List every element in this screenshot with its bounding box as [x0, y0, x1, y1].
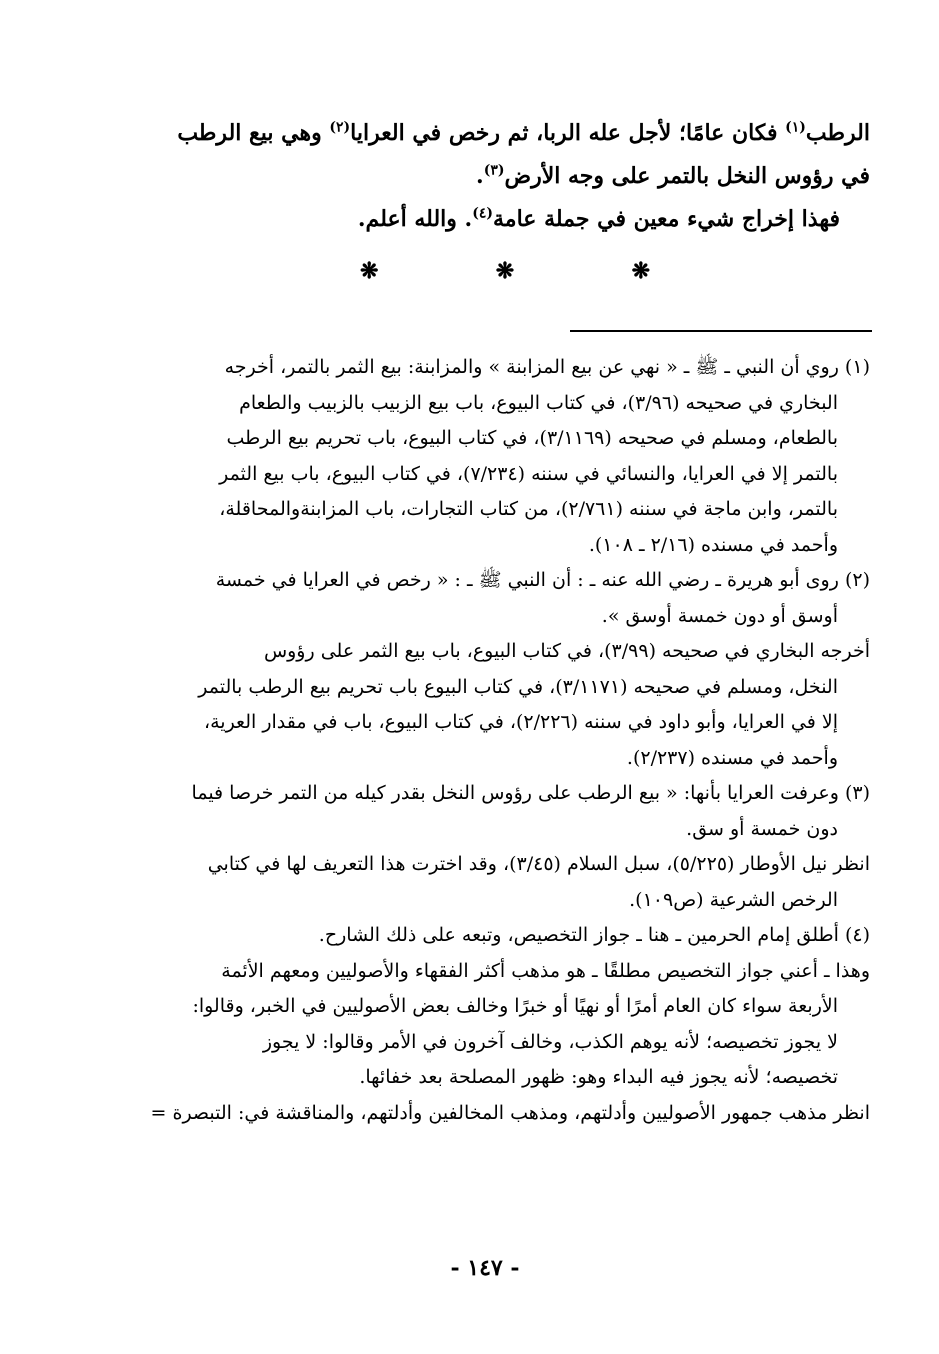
footnote-ref[interactable]: (٢)	[329, 119, 351, 136]
main-line-2	[130, 155, 870, 198]
text-segment: وهي بيع الرطب	[177, 120, 330, 146]
footnote-line: تخصيصه؛ لأنه يجوز فيه البداء وهو: ظهور المصلحة بعد خفائها.	[359, 1066, 838, 1088]
footnote-separator	[570, 330, 872, 332]
footnote-line: لا يجوز تخصيصه؛ لأنه يوهم الكذب، وخالف آخرون في الأمر وقالوا: لا يجوز	[262, 1030, 838, 1053]
footnote-line: (١) روي أن النبي ـ ﷺ ـ « نهي عن بيع المزابنة » والمزابنة: بيع الثمر بالتمر، أخرجه	[224, 356, 870, 378]
footnote-line: أوسق أو دون خمسة أوسق ».	[601, 604, 838, 627]
footnote-line: وأحمد في مسنده (٢/١٦ ـ ١٠٨).	[588, 533, 838, 556]
text-segment: .	[476, 163, 484, 189]
footnote-line: انظر مذهب جمهور الأصوليين وأدلتهم، ومذهب المخالفين وأدلتهم، والمناقشة في: التبصرة =	[150, 1101, 870, 1124]
footnote-line: وهذا ـ أعني جواز التخصيص مطلقًا ـ هو مذهب أكثر الفقهاء والأصوليين ومعهم الأئمة	[221, 959, 870, 982]
text-segment: الرطب	[805, 120, 870, 146]
footnote-line: (٤) أطلق إمام الحرمين ـ هنا ـ جواز التخصيص، وتبعه على ذلك الشارح.	[318, 924, 870, 946]
text-segment: في رؤوس النخل بالتمر على وجه الأرض	[504, 163, 870, 189]
footnotes	[125, 350, 870, 1131]
text-segment: . والله أعلم.	[357, 206, 473, 232]
footnote-line: الأربعة سواء كان العام أمرًا أو نهيًا أو خبرًا وخالف بعض الأصوليين في الخبر، وقالوا:	[192, 995, 838, 1017]
footnote-line: الرخص الشرعية (ص١٠٩).	[629, 888, 838, 911]
footnote-ref[interactable]: (٣)	[483, 162, 505, 179]
star-ornament: ❋	[360, 258, 379, 284]
footnote-line: انظر نيل الأوطار (٥/٢٢٥)، سبل السلام (٣/٤٥)، وقد اخترت هذا التعريف لها في كتابي	[207, 853, 870, 875]
footnote-line: النخل، ومسلم في صحيحه (٣/١١٧١)، في كتاب البيوع باب تحريم بيع الرطب بالتمر	[198, 675, 838, 698]
text-segment: فكان عامًا؛ لأجل عله الربا، ثم رخص في العرايا	[350, 120, 786, 146]
footnote-line: وأحمد في مسنده (٢/٢٣٧).	[626, 746, 838, 769]
main-line-1	[130, 112, 870, 155]
text-segment: فهذا إخراج شيء معين في جملة عامة	[493, 206, 840, 232]
footnote-line: إلا في العرايا، وأبو داود في سننه (٢/٢٢٦)، في كتاب البيوع، باب في مقدار العرية،	[203, 711, 838, 733]
section-divider-stars	[360, 258, 650, 284]
footnote-ref[interactable]: (١)	[785, 119, 806, 136]
footnote-ref[interactable]: (٤)	[472, 205, 493, 222]
footnote-line: البخاري في صحيحه (٣/٩٦)، في كتاب البيوع، باب بيع الزبيب بالزبيب والطعام	[239, 391, 838, 414]
footnote-line: أخرجه البخاري في صحيحه (٣/٩٩)، في كتاب البيوع، باب بيع الثمر على رؤوس	[263, 640, 870, 662]
footnote-line: بالتمر، وابن ماجة في سننه (٢/٧٦١)، من كتاب التجارات، باب المزابنةوالمحاقلة،	[219, 498, 838, 520]
page-number: - ١٤٧ -	[450, 1255, 520, 1281]
main-text	[130, 112, 870, 241]
footnote-line: (٣) وعرفت العرايا بأنها: « بيع الرطب على رؤوس النخل بقدر كيله من التمر خرصا فيما	[191, 782, 870, 804]
footnote-line: بالتمر إلا في العرايا، والنسائي في سننه (٧/٢٣٤)، في كتاب البيوع، باب بيع الثمر	[219, 462, 838, 485]
star-ornament: ❋	[631, 258, 650, 284]
footnote-line: بالطعام، ومسلم في صحيحه (٣/١١٦٩)، في كتاب البيوع، باب تحريم بيع الرطب	[226, 427, 838, 449]
footnote-line: دون خمسة أو سق.	[686, 817, 838, 840]
main-line-3	[130, 198, 870, 241]
star-ornament: ❋	[495, 258, 515, 284]
footnote-line: (٢) روى أبو هريرة ـ رضي الله عنه ـ : أن النبي ﷺ ـ : « رخص في العرايا في خمسة	[215, 569, 870, 591]
